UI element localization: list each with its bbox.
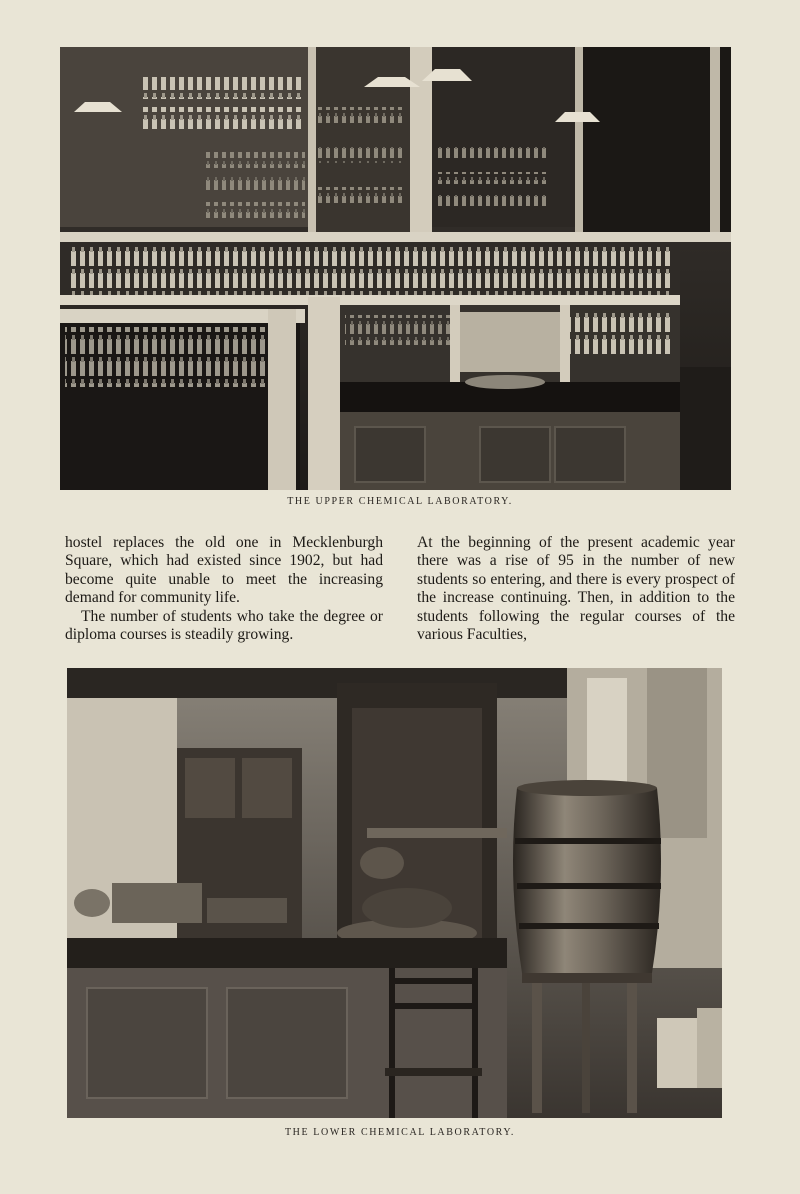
left-paragraph-2: The number of students who take the degree or diploma courses is steadily growing. [65,607,383,644]
right-paragraph-1: At the beginning of the present academic year there was a rise of 95 in the number of new students so entering, and there is every prospect of the increase continuing. Then, in addition to the students following the regular courses of the various Faculties, [417,534,735,644]
left-paragraph-1: hostel replaces the old one in Mecklenburgh Square, which had existed since 1902, but had become quite unable to meet the increasing demand for community life. [65,534,383,607]
lower-laboratory-illustration [67,668,722,1118]
left-column [65,534,383,644]
upper-photo-caption: THE UPPER CHEMICAL LABORATORY. [287,496,513,507]
lower-laboratory-photo [67,668,722,1118]
lower-photo-caption: THE LOWER CHEMICAL LABORATORY. [284,1127,516,1138]
upper-laboratory-photo [60,47,731,490]
upper-laboratory-illustration [60,47,731,490]
body-text [65,534,735,644]
right-column [417,534,735,644]
